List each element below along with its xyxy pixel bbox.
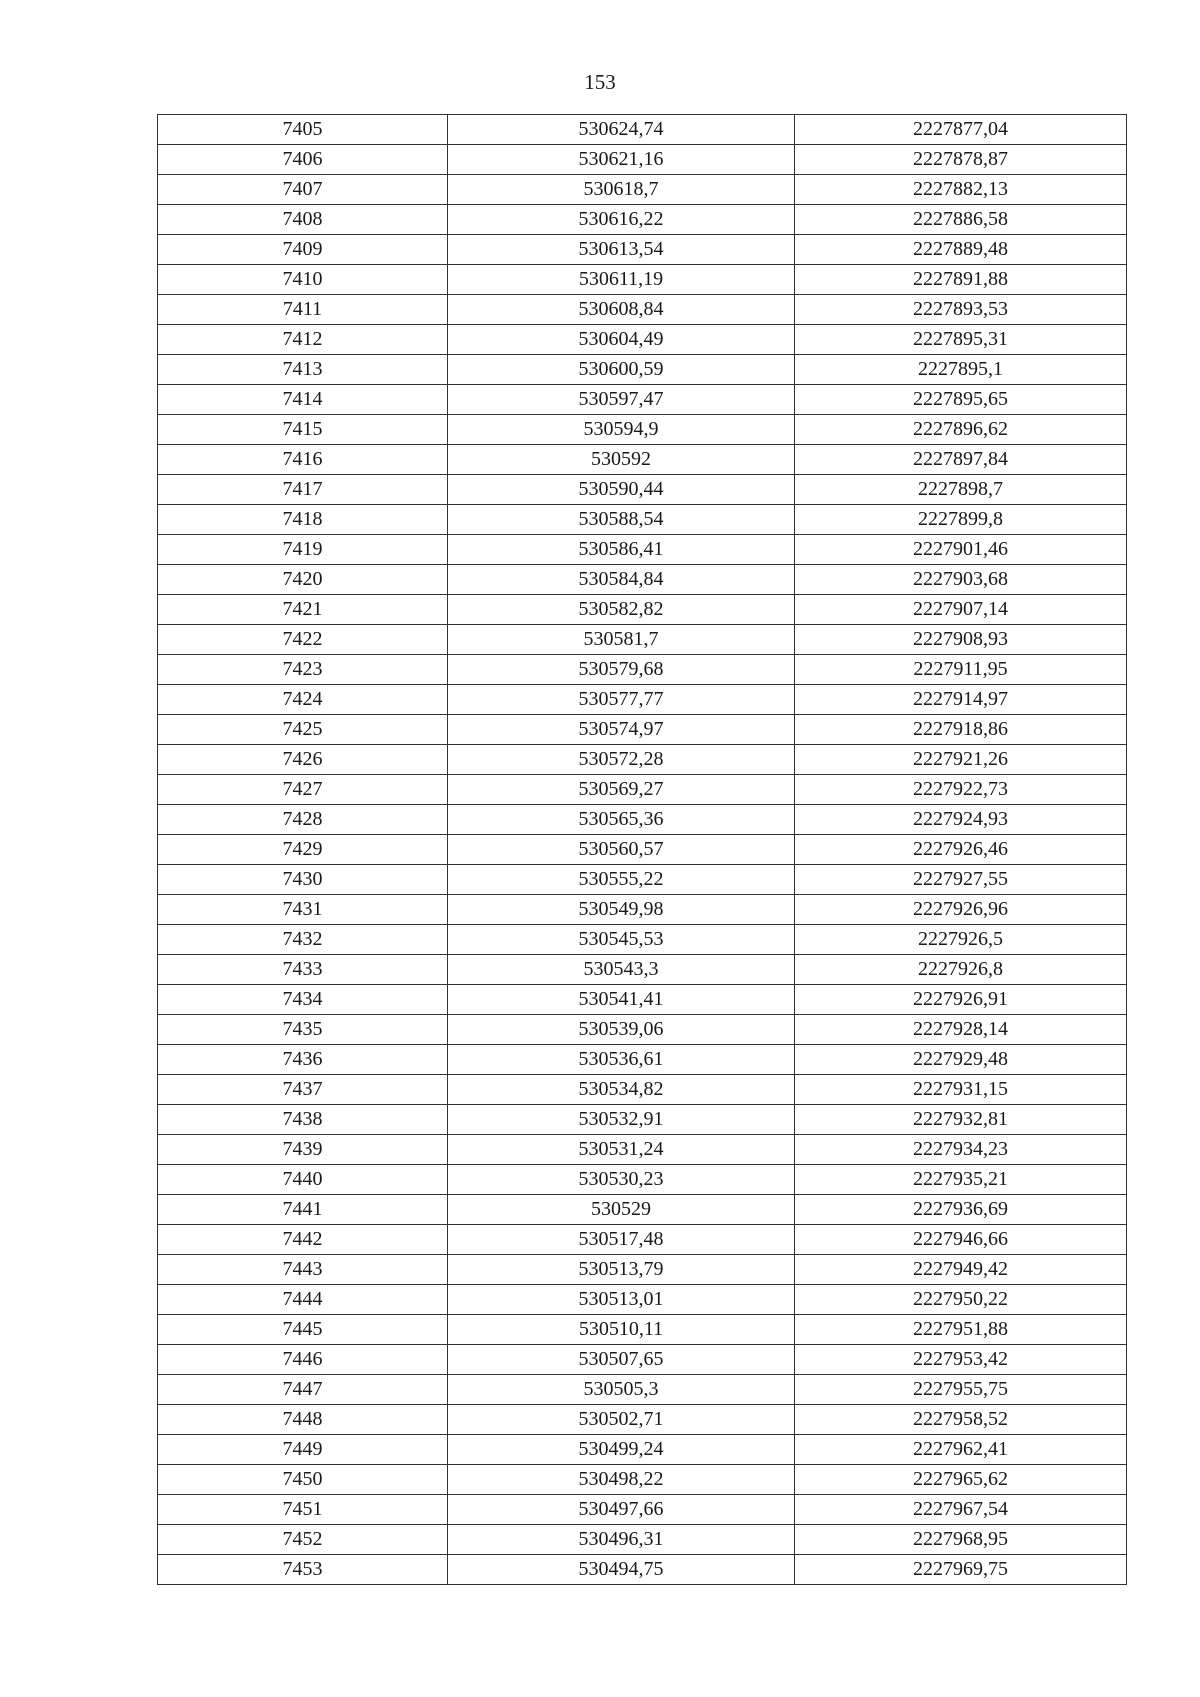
table-row (158, 985, 1127, 1015)
x-coordinate-cell: 530513,79 (448, 1255, 795, 1285)
x-coordinate-cell: 530565,36 (448, 805, 795, 835)
point-number-cell: 7431 (158, 895, 448, 925)
table-row (158, 745, 1127, 775)
point-number-cell: 7419 (158, 535, 448, 565)
table-row (158, 1015, 1127, 1045)
table-row (158, 805, 1127, 835)
x-coordinate-cell: 530555,22 (448, 865, 795, 895)
table-row (158, 1315, 1127, 1345)
point-number-cell: 7451 (158, 1495, 448, 1525)
x-coordinate-cell: 530498,22 (448, 1465, 795, 1495)
y-coordinate-cell: 2227897,84 (795, 445, 1127, 475)
y-coordinate-cell: 2227950,22 (795, 1285, 1127, 1315)
table-row (158, 775, 1127, 805)
point-number-cell: 7414 (158, 385, 448, 415)
point-number-cell: 7432 (158, 925, 448, 955)
point-number-cell: 7416 (158, 445, 448, 475)
x-coordinate-cell: 530560,57 (448, 835, 795, 865)
x-coordinate-cell: 530613,54 (448, 235, 795, 265)
x-coordinate-cell: 530494,75 (448, 1555, 795, 1585)
point-number-cell: 7449 (158, 1435, 448, 1465)
y-coordinate-cell: 2227889,48 (795, 235, 1127, 265)
table-row (158, 475, 1127, 505)
y-coordinate-cell: 2227926,8 (795, 955, 1127, 985)
table-row (158, 955, 1127, 985)
point-number-cell: 7453 (158, 1555, 448, 1585)
y-coordinate-cell: 2227895,31 (795, 325, 1127, 355)
y-coordinate-cell: 2227882,13 (795, 175, 1127, 205)
table-row (158, 295, 1127, 325)
x-coordinate-cell: 530502,71 (448, 1405, 795, 1435)
y-coordinate-cell: 2227898,7 (795, 475, 1127, 505)
table-row (158, 685, 1127, 715)
table-row (158, 1135, 1127, 1165)
point-number-cell: 7442 (158, 1225, 448, 1255)
point-number-cell: 7434 (158, 985, 448, 1015)
table-row (158, 145, 1127, 175)
y-coordinate-cell: 2227958,52 (795, 1405, 1127, 1435)
y-coordinate-cell: 2227921,26 (795, 745, 1127, 775)
y-coordinate-cell: 2227903,68 (795, 565, 1127, 595)
point-number-cell: 7405 (158, 115, 448, 145)
x-coordinate-cell: 530549,98 (448, 895, 795, 925)
y-coordinate-cell: 2227962,41 (795, 1435, 1127, 1465)
x-coordinate-cell: 530510,11 (448, 1315, 795, 1345)
point-number-cell: 7437 (158, 1075, 448, 1105)
y-coordinate-cell: 2227907,14 (795, 595, 1127, 625)
point-number-cell: 7420 (158, 565, 448, 595)
table-row (158, 715, 1127, 745)
x-coordinate-cell: 530586,41 (448, 535, 795, 565)
point-number-cell: 7426 (158, 745, 448, 775)
y-coordinate-cell: 2227968,95 (795, 1525, 1127, 1555)
point-number-cell: 7440 (158, 1165, 448, 1195)
y-coordinate-cell: 2227946,66 (795, 1225, 1127, 1255)
point-number-cell: 7410 (158, 265, 448, 295)
y-coordinate-cell: 2227928,14 (795, 1015, 1127, 1045)
x-coordinate-cell: 530582,82 (448, 595, 795, 625)
point-number-cell: 7424 (158, 685, 448, 715)
y-coordinate-cell: 2227951,88 (795, 1315, 1127, 1345)
y-coordinate-cell: 2227949,42 (795, 1255, 1127, 1285)
x-coordinate-cell: 530579,68 (448, 655, 795, 685)
y-coordinate-cell: 2227924,93 (795, 805, 1127, 835)
y-coordinate-cell: 2227893,53 (795, 295, 1127, 325)
x-coordinate-cell: 530611,19 (448, 265, 795, 295)
y-coordinate-cell: 2227969,75 (795, 1555, 1127, 1585)
table-row (158, 415, 1127, 445)
table-row (158, 895, 1127, 925)
y-coordinate-cell: 2227955,75 (795, 1375, 1127, 1405)
table-row (158, 1465, 1127, 1495)
point-number-cell: 7439 (158, 1135, 448, 1165)
point-number-cell: 7415 (158, 415, 448, 445)
table-row (158, 565, 1127, 595)
point-number-cell: 7438 (158, 1105, 448, 1135)
point-number-cell: 7428 (158, 805, 448, 835)
y-coordinate-cell: 2227926,46 (795, 835, 1127, 865)
point-number-cell: 7408 (158, 205, 448, 235)
x-coordinate-cell: 530608,84 (448, 295, 795, 325)
point-number-cell: 7427 (158, 775, 448, 805)
x-coordinate-cell: 530532,91 (448, 1105, 795, 1135)
y-coordinate-cell: 2227935,21 (795, 1165, 1127, 1195)
y-coordinate-cell: 2227899,8 (795, 505, 1127, 535)
y-coordinate-cell: 2227931,15 (795, 1075, 1127, 1105)
point-number-cell: 7447 (158, 1375, 448, 1405)
table-row (158, 265, 1127, 295)
x-coordinate-cell: 530536,61 (448, 1045, 795, 1075)
y-coordinate-cell: 2227927,55 (795, 865, 1127, 895)
table-row (158, 385, 1127, 415)
y-coordinate-cell: 2227922,73 (795, 775, 1127, 805)
x-coordinate-cell: 530590,44 (448, 475, 795, 505)
y-coordinate-cell: 2227929,48 (795, 1045, 1127, 1075)
x-coordinate-cell: 530517,48 (448, 1225, 795, 1255)
table-row (158, 625, 1127, 655)
table-row (158, 1435, 1127, 1465)
x-coordinate-cell: 530581,7 (448, 625, 795, 655)
table-row (158, 1045, 1127, 1075)
x-coordinate-cell: 530513,01 (448, 1285, 795, 1315)
point-number-cell: 7435 (158, 1015, 448, 1045)
point-number-cell: 7450 (158, 1465, 448, 1495)
y-coordinate-cell: 2227877,04 (795, 115, 1127, 145)
y-coordinate-cell: 2227965,62 (795, 1465, 1127, 1495)
x-coordinate-cell: 530594,9 (448, 415, 795, 445)
x-coordinate-cell: 530624,74 (448, 115, 795, 145)
x-coordinate-cell: 530497,66 (448, 1495, 795, 1525)
x-coordinate-cell: 530545,53 (448, 925, 795, 955)
table-row (158, 1525, 1127, 1555)
coordinates-table-body (158, 115, 1127, 1585)
point-number-cell: 7407 (158, 175, 448, 205)
x-coordinate-cell: 530618,7 (448, 175, 795, 205)
x-coordinate-cell: 530577,77 (448, 685, 795, 715)
x-coordinate-cell: 530529 (448, 1195, 795, 1225)
x-coordinate-cell: 530541,41 (448, 985, 795, 1015)
table-row (158, 1285, 1127, 1315)
y-coordinate-cell: 2227926,91 (795, 985, 1127, 1015)
table-row (158, 355, 1127, 385)
point-number-cell: 7445 (158, 1315, 448, 1345)
point-number-cell: 7452 (158, 1525, 448, 1555)
table-row (158, 235, 1127, 265)
y-coordinate-cell: 2227918,86 (795, 715, 1127, 745)
table-row (158, 205, 1127, 235)
y-coordinate-cell: 2227934,23 (795, 1135, 1127, 1165)
x-coordinate-cell: 530621,16 (448, 145, 795, 175)
y-coordinate-cell: 2227886,58 (795, 205, 1127, 235)
y-coordinate-cell: 2227911,95 (795, 655, 1127, 685)
coordinates-table (157, 114, 1127, 1585)
table-row (158, 1495, 1127, 1525)
x-coordinate-cell: 530496,31 (448, 1525, 795, 1555)
y-coordinate-cell: 2227891,88 (795, 265, 1127, 295)
x-coordinate-cell: 530592 (448, 445, 795, 475)
point-number-cell: 7418 (158, 505, 448, 535)
point-number-cell: 7430 (158, 865, 448, 895)
x-coordinate-cell: 530505,3 (448, 1375, 795, 1405)
y-coordinate-cell: 2227914,97 (795, 685, 1127, 715)
point-number-cell: 7411 (158, 295, 448, 325)
x-coordinate-cell: 530574,97 (448, 715, 795, 745)
x-coordinate-cell: 530539,06 (448, 1015, 795, 1045)
y-coordinate-cell: 2227936,69 (795, 1195, 1127, 1225)
x-coordinate-cell: 530597,47 (448, 385, 795, 415)
table-row (158, 325, 1127, 355)
x-coordinate-cell: 530604,49 (448, 325, 795, 355)
table-row (158, 1075, 1127, 1105)
point-number-cell: 7441 (158, 1195, 448, 1225)
table-row (158, 925, 1127, 955)
point-number-cell: 7422 (158, 625, 448, 655)
table-row (158, 115, 1127, 145)
x-coordinate-cell: 530543,3 (448, 955, 795, 985)
x-coordinate-cell: 530572,28 (448, 745, 795, 775)
x-coordinate-cell: 530530,23 (448, 1165, 795, 1195)
y-coordinate-cell: 2227901,46 (795, 535, 1127, 565)
table-row (158, 835, 1127, 865)
point-number-cell: 7409 (158, 235, 448, 265)
point-number-cell: 7425 (158, 715, 448, 745)
point-number-cell: 7446 (158, 1345, 448, 1375)
y-coordinate-cell: 2227895,1 (795, 355, 1127, 385)
x-coordinate-cell: 530507,65 (448, 1345, 795, 1375)
table-row (158, 1555, 1127, 1585)
point-number-cell: 7406 (158, 145, 448, 175)
table-row (158, 1345, 1127, 1375)
y-coordinate-cell: 2227895,65 (795, 385, 1127, 415)
point-number-cell: 7444 (158, 1285, 448, 1315)
x-coordinate-cell: 530600,59 (448, 355, 795, 385)
x-coordinate-cell: 530531,24 (448, 1135, 795, 1165)
point-number-cell: 7413 (158, 355, 448, 385)
table-row (158, 1375, 1127, 1405)
table-row (158, 1165, 1127, 1195)
table-row (158, 535, 1127, 565)
point-number-cell: 7423 (158, 655, 448, 685)
point-number-cell: 7417 (158, 475, 448, 505)
table-row (158, 655, 1127, 685)
table-row (158, 1405, 1127, 1435)
y-coordinate-cell: 2227932,81 (795, 1105, 1127, 1135)
point-number-cell: 7443 (158, 1255, 448, 1285)
table-row (158, 505, 1127, 535)
table-row (158, 445, 1127, 475)
y-coordinate-cell: 2227878,87 (795, 145, 1127, 175)
point-number-cell: 7412 (158, 325, 448, 355)
y-coordinate-cell: 2227967,54 (795, 1495, 1127, 1525)
y-coordinate-cell: 2227926,96 (795, 895, 1127, 925)
point-number-cell: 7421 (158, 595, 448, 625)
table-row (158, 595, 1127, 625)
point-number-cell: 7436 (158, 1045, 448, 1075)
table-row (158, 1255, 1127, 1285)
table-row (158, 1195, 1127, 1225)
y-coordinate-cell: 2227896,62 (795, 415, 1127, 445)
point-number-cell: 7429 (158, 835, 448, 865)
table-row (158, 175, 1127, 205)
x-coordinate-cell: 530584,84 (448, 565, 795, 595)
page-number: 153 (584, 70, 616, 94)
y-coordinate-cell: 2227908,93 (795, 625, 1127, 655)
table-row (158, 1105, 1127, 1135)
x-coordinate-cell: 530616,22 (448, 205, 795, 235)
x-coordinate-cell: 530588,54 (448, 505, 795, 535)
y-coordinate-cell: 2227926,5 (795, 925, 1127, 955)
x-coordinate-cell: 530534,82 (448, 1075, 795, 1105)
y-coordinate-cell: 2227953,42 (795, 1345, 1127, 1375)
table-row (158, 1225, 1127, 1255)
point-number-cell: 7448 (158, 1405, 448, 1435)
x-coordinate-cell: 530499,24 (448, 1435, 795, 1465)
table-row (158, 865, 1127, 895)
x-coordinate-cell: 530569,27 (448, 775, 795, 805)
point-number-cell: 7433 (158, 955, 448, 985)
